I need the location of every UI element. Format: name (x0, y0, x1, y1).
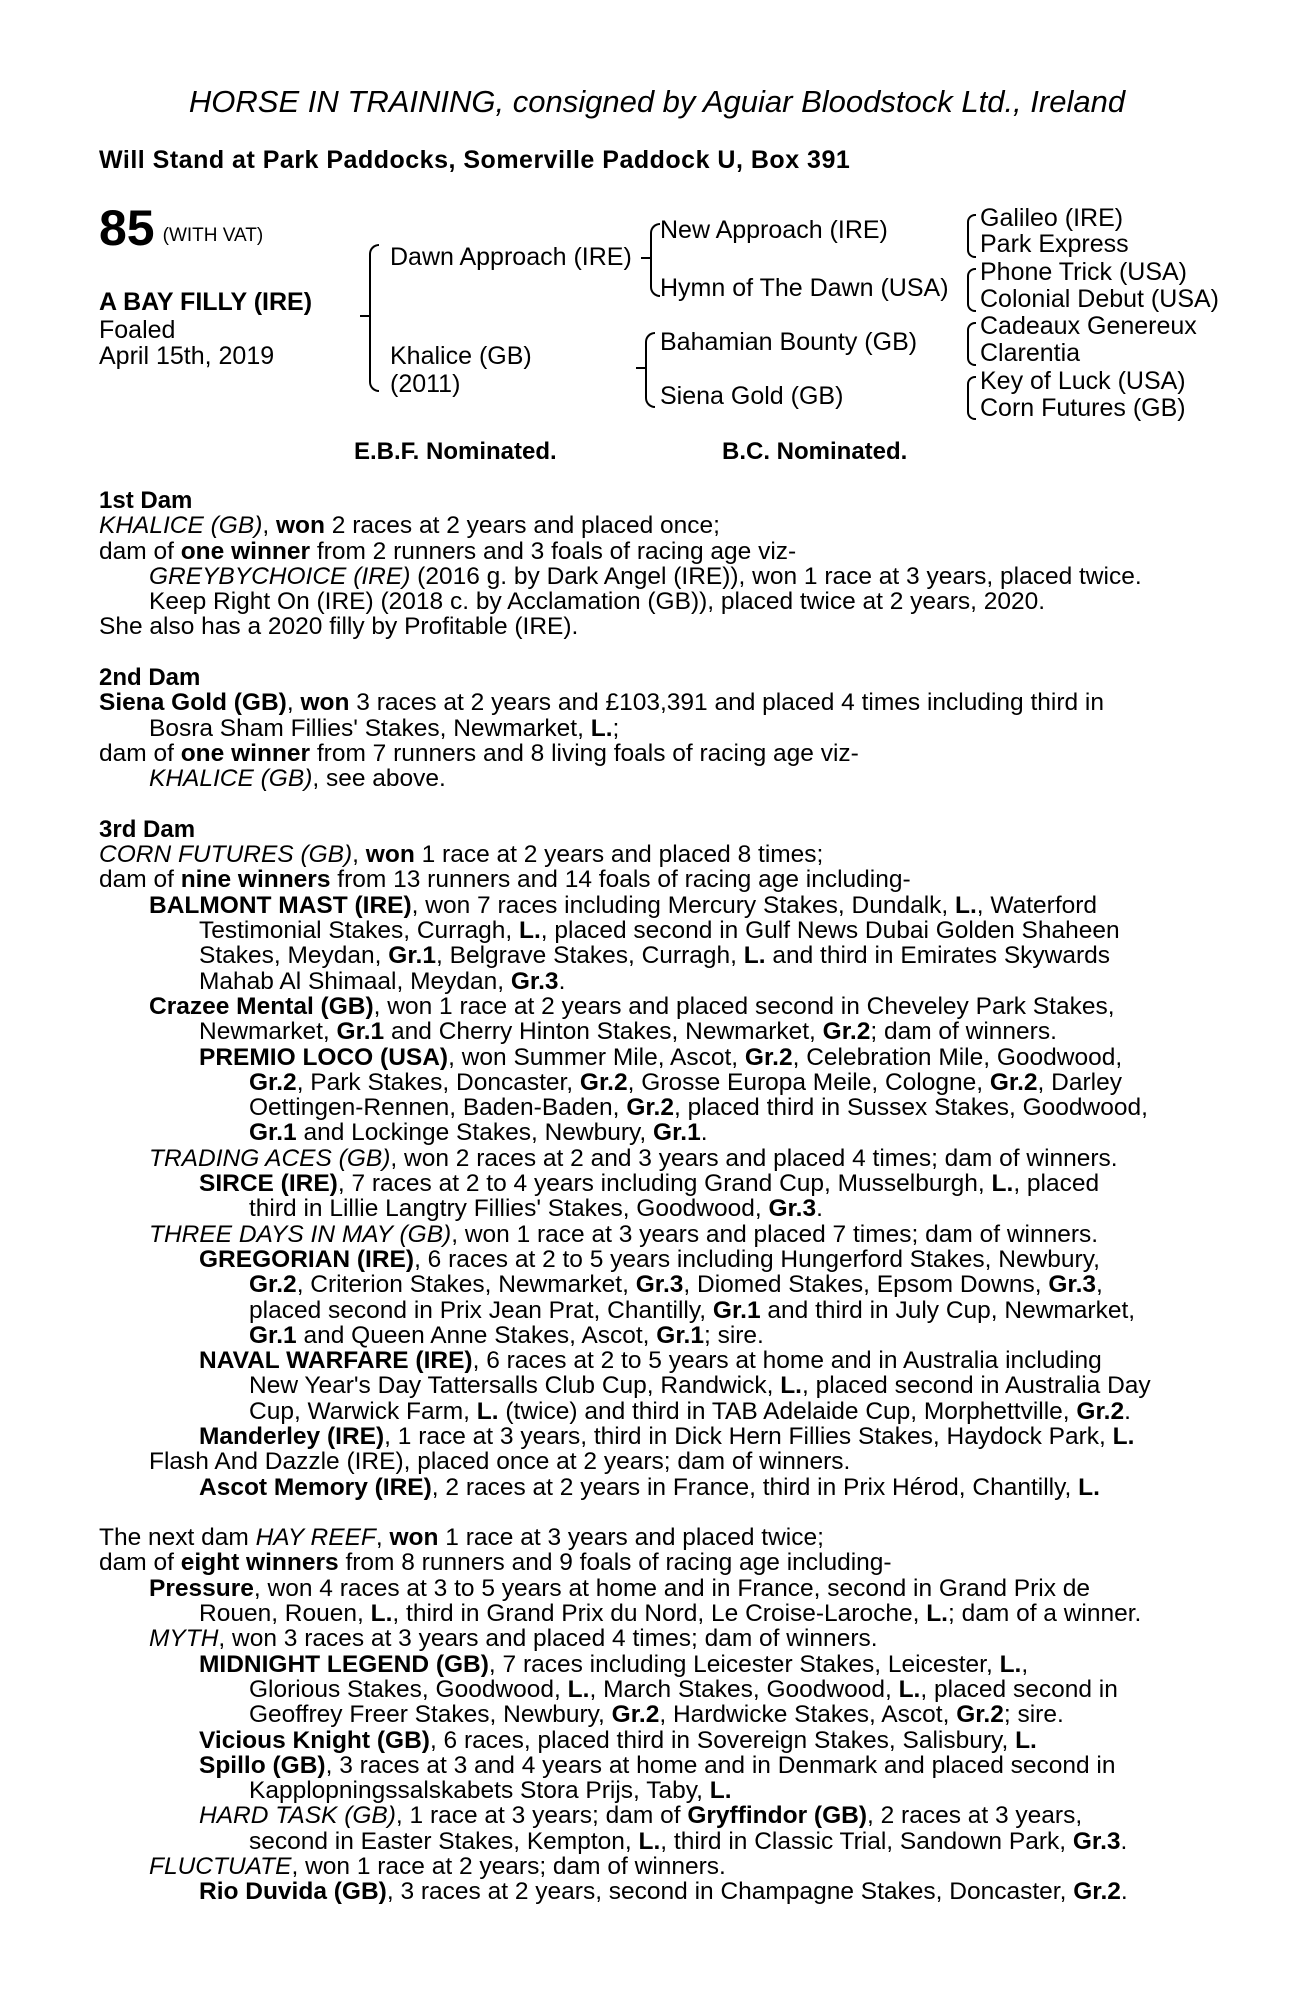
next-dam-line: The next dam HAY REEF, won 1 race at 3 years and placed twice; (99, 1524, 824, 1552)
second-dam-line: dam of one winner from 7 runners and 8 living foals of racing age viz- (99, 739, 859, 767)
first-dam-line: KHALICE (GB), won 2 races at 2 years and placed once; (99, 512, 720, 540)
third-dam-line: third in Lillie Langtry Fillies' Stakes, Goodwood, Gr.3. (249, 1195, 823, 1223)
first-dam-line: Keep Right On (IRE) (2018 c. by Acclamation (GB)), placed twice at 2 years, 2020. (149, 588, 1046, 616)
next-dam-line: Vicious Knight (GB), 6 races, placed third in Sovereign Stakes, Salisbury, L. (199, 1726, 1037, 1754)
third-dam-line: dam of nine winners from 13 runners and 14 foals of racing age including- (99, 866, 911, 894)
third-dam-line: BALMONT MAST (IRE), won 7 races including Mercury Stakes, Dundalk, L., Waterford (149, 891, 1098, 919)
first-dam-heading: 1st Dam (99, 487, 193, 514)
ebf-nomination: E.B.F. Nominated. (354, 438, 557, 465)
third-dam-line: PREMIO LOCO (USA), won Summer Mile, Ascot, Gr.2, Celebration Mile, Goodwood, (199, 1043, 1123, 1071)
pedigree-brace-dam-point (636, 367, 645, 369)
third-dam-line: Gr.2, Park Stakes, Doncaster, Gr.2, Grosse Europa Meile, Cologne, Gr.2, Darley (249, 1068, 1122, 1096)
pedigree-gg7: Key of Luck (USA) (980, 367, 1186, 395)
next-dam-line: Glorious Stakes, Goodwood, L., March Stakes, Goodwood, L., placed second in (249, 1675, 1118, 1703)
third-dam-line: TRADING ACES (GB), won 2 races at 2 and 3 years and placed 4 times; dam of winners. (149, 1144, 1118, 1172)
third-dam-line: Mahab Al Shimaal, Meydan, Gr.3. (199, 967, 566, 995)
second-dam-line: Siena Gold (GB), won 3 races at 2 years and £103,391 and placed 4 times including third in (99, 689, 1105, 717)
pedigree-gg5: Cadeaux Genereux (980, 312, 1197, 340)
next-dam-line: Rio Duvida (GB), 3 races at 2 years, second in Champagne Stakes, Doncaster, Gr.2. (199, 1878, 1128, 1906)
pedigree-brace-dam (645, 332, 655, 408)
next-dam-line: MYTH, won 3 races at 3 years and placed 4 times; dam of winners. (149, 1625, 878, 1653)
pedigree-dam-sire: Bahamian Bounty (GB) (660, 328, 918, 356)
third-dam-line: New Year's Day Tattersalls Club Cup, Randwick, L., placed second in Australia Day (249, 1372, 1151, 1400)
horse-name: A BAY FILLY (IRE) (99, 288, 313, 316)
next-dam-line: Spillo (GB), 3 races at 3 and 4 years at home and in Denmark and placed second in (199, 1751, 1116, 1779)
third-dam-line: Manderley (IRE), 1 race at 3 years, third in Dick Hern Fillies Stakes, Haydock Park, L. (199, 1422, 1135, 1450)
second-dam-heading: 2nd Dam (99, 664, 201, 692)
pedigree-gg1: Galileo (IRE) (980, 204, 1124, 232)
third-dam-line: Gr.1 and Queen Anne Stakes, Ascot, Gr.1; sire. (249, 1321, 764, 1349)
third-dam-line: Gr.1 and Lockinge Stakes, Newbury, Gr.1. (249, 1119, 708, 1147)
third-dam-line: Cup, Warwick Farm, L. (twice) and third in TAB Adelaide Cup, Morphettville, Gr.2. (249, 1397, 1131, 1425)
foaled-label: Foaled (99, 316, 176, 344)
third-dam-heading: 3rd Dam (99, 815, 196, 843)
foaled-date: April 15th, 2019 (99, 342, 275, 370)
pedigree-gg3: Phone Trick (USA) (980, 258, 1188, 286)
pedigree-brace-g3 (967, 322, 976, 366)
pedigree-brace-g1 (967, 214, 976, 258)
next-dam-line: FLUCTUATE, won 1 race at 2 years; dam of winners. (149, 1853, 726, 1881)
third-dam-line: Ascot Memory (IRE), 2 races at 2 years in France, third in Prix Hérod, Chantilly, L. (199, 1473, 1100, 1501)
lot-number-block (99, 200, 264, 256)
pedigree-brace-g4 (967, 376, 976, 420)
next-dam-line: MIDNIGHT LEGEND (GB), 7 races including Leicester Stakes, Leicester, L., (199, 1650, 1029, 1678)
third-dam-line: GREGORIAN (IRE), 6 races at 2 to 5 years including Hungerford Stakes, Newbury, (199, 1245, 1100, 1273)
third-dam-line: Crazee Mental (GB), won 1 race at 2 years and placed second in Cheveley Park Stakes, (149, 992, 1115, 1020)
third-dam-line: Testimonial Stakes, Curragh, L., placed second in Gulf News Dubai Golden Shaheen (199, 917, 1120, 945)
next-dam-line: second in Easter Stakes, Kempton, L., third in Classic Trial, Sandown Park, Gr.3. (249, 1827, 1128, 1855)
bc-nomination: B.C. Nominated. (722, 438, 908, 465)
third-dam-line: CORN FUTURES (GB), won 1 race at 2 years and placed 8 times; (99, 841, 824, 869)
first-dam-line: She also has a 2020 filly by Profitable (IRE). (99, 613, 579, 641)
pedigree-brace-g2 (967, 268, 976, 312)
next-dam-line: Kapplopningssalskabets Stora Prijs, Taby, L. (249, 1777, 732, 1805)
consignor-header: HORSE IN TRAINING, consigned by Aguiar Bloodstock Ltd., Ireland (188, 84, 1126, 119)
stand-location: Will Stand at Park Paddocks, Somerville Paddock U, Box 391 (99, 146, 851, 174)
pedigree-sire-sire: New Approach (IRE) (660, 216, 888, 244)
third-dam-line: placed second in Prix Jean Prat, Chantilly, Gr.1 and third in July Cup, Newmarket, (249, 1296, 1136, 1324)
third-dam-line: Newmarket, Gr.1 and Cherry Hinton Stakes, Newmarket, Gr.2; dam of winners. (199, 1018, 1057, 1046)
next-dam-line: dam of eight winners from 8 runners and 9 foals of racing age including- (99, 1549, 892, 1577)
third-dam-line: SIRCE (IRE), 7 races at 2 to 4 years including Grand Cup, Musselburgh, L., placed (199, 1170, 1100, 1198)
vat-note: (WITH VAT) (162, 225, 264, 246)
produce-record (99, 488, 1209, 1905)
pedigree-brace-main-point (360, 315, 369, 317)
pedigree-dam-year: (2011) (390, 370, 461, 398)
pedigree-sire-dam: Hymn of The Dawn (USA) (660, 274, 949, 302)
first-dam-line: dam of one winner from 2 runners and 3 foals of racing age viz- (99, 537, 797, 565)
second-dam-line: KHALICE (GB), see above. (149, 765, 446, 793)
pedigree-gg2: Park Express (980, 230, 1129, 258)
next-dam-line: HARD TASK (GB), 1 race at 3 years; dam of Gryffindor (GB), 2 races at 3 years, (199, 1802, 1083, 1830)
third-dam-line: Oettingen-Rennen, Baden-Baden, Gr.2, placed third in Sussex Stakes, Goodwood, (249, 1094, 1148, 1122)
pedigree-gg6: Clarentia (980, 339, 1081, 367)
next-dam-line: Rouen, Rouen, L., third in Grand Prix du Nord, Le Croise-Laroche, L.; dam of a winner. (199, 1600, 1142, 1628)
third-dam-line: Flash And Dazzle (IRE), placed once at 2 years; dam of winners. (149, 1448, 851, 1476)
pedigree-brace-sire-point (641, 257, 650, 259)
lot-number: 85 (99, 200, 155, 256)
pedigree-brace-sire (650, 223, 660, 297)
pedigree-dam-dam: Siena Gold (GB) (660, 382, 844, 410)
next-dam-line: Pressure, won 4 races at 3 to 5 years at home and in France, second in Grand Prix de (149, 1574, 1091, 1602)
pedigree-gg8: Corn Futures (GB) (980, 394, 1186, 422)
third-dam-line: Stakes, Meydan, Gr.1, Belgrave Stakes, Curragh, L. and third in Emirates Skywards (199, 942, 1111, 970)
pedigree-brace-main (369, 244, 379, 392)
third-dam-line: THREE DAYS IN MAY (GB), won 1 race at 3 years and placed 7 times; dam of winners. (149, 1220, 1099, 1248)
pedigree-sire: Dawn Approach (IRE) (390, 243, 632, 271)
third-dam-line: Gr.2, Criterion Stakes, Newmarket, Gr.3, Diomed Stakes, Epsom Downs, Gr.3, (249, 1271, 1103, 1299)
second-dam-line: Bosra Sham Fillies' Stakes, Newmarket, L.; (149, 714, 620, 742)
third-dam-line: NAVAL WARFARE (IRE), 6 races at 2 to 5 years at home and in Australia including (199, 1347, 1102, 1375)
pedigree-dam: Khalice (GB) (390, 342, 532, 370)
first-dam-line: GREYBYCHOICE (IRE) (2016 g. by Dark Angel (IRE)), won 1 race at 3 years, placed twice. (149, 562, 1142, 590)
next-dam-line: Geoffrey Freer Stakes, Newbury, Gr.2, Hardwicke Stakes, Ascot, Gr.2; sire. (249, 1701, 1064, 1729)
pedigree-gg4: Colonial Debut (USA) (980, 285, 1219, 313)
